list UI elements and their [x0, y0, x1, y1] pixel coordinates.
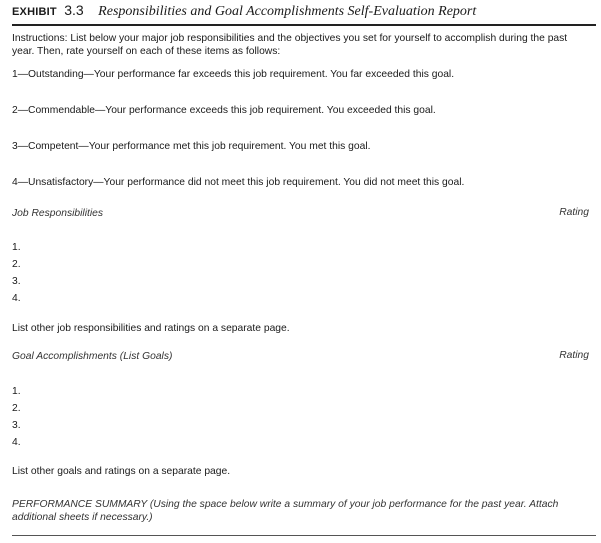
instructions-text: Instructions: List below your major job responsibilities and the objectives you set for yourself to accomplish during the past year. Then, rate yourself on each of these items as follows: [12, 33, 568, 57]
responsibilities-heading: Job Responsibilities [12, 208, 104, 219]
exhibit-label: EXHIBIT [12, 6, 57, 18]
scale-item-3: 3—Competent—Your performance met this job requirement. You met this goal. [12, 141, 371, 152]
list-item: 1. [12, 242, 21, 253]
list-item: 2. [12, 259, 21, 270]
scale-item-2: 2—Commendable—Your performance exceeds this job requirement. You exceeded this goal. [12, 105, 436, 116]
goals-note: List other goals and ratings on a separate page. [12, 466, 231, 477]
goals-rating-label: Rating [559, 350, 589, 361]
responsibilities-list [12, 241, 21, 309]
performance-summary-text: PERFORMANCE SUMMARY (Using the space below write a summary of your job performance for the past year. Attach additional sheets if necessary.) [12, 499, 559, 523]
responsibilities-rating-label: Rating [559, 207, 589, 218]
exhibit-header [12, 2, 596, 26]
scale-item-1: 1—Outstanding—Your performance far exceeds this job requirement. You far exceeded this goal. [12, 69, 455, 80]
goals-list [12, 385, 21, 453]
goals-heading: Goal Accomplishments (List Goals) [12, 351, 173, 362]
list-item: 3. [12, 420, 21, 431]
list-item: 4. [12, 293, 21, 304]
list-item: 3. [12, 276, 21, 287]
scale-item-4: 4—Unsatisfactory—Your performance did not meet this job requirement. You did not meet this goal. [12, 177, 465, 188]
responsibilities-note: List other job responsibilities and ratings on a separate page. [12, 323, 290, 334]
exhibit-number: 3.3 [64, 2, 84, 18]
list-item: 1. [12, 386, 21, 397]
list-item: 4. [12, 437, 21, 448]
list-item: 2. [12, 403, 21, 414]
bottom-divider [12, 535, 596, 536]
exhibit-title: Responsibilities and Goal Accomplishments Self-Evaluation Report [98, 4, 477, 19]
